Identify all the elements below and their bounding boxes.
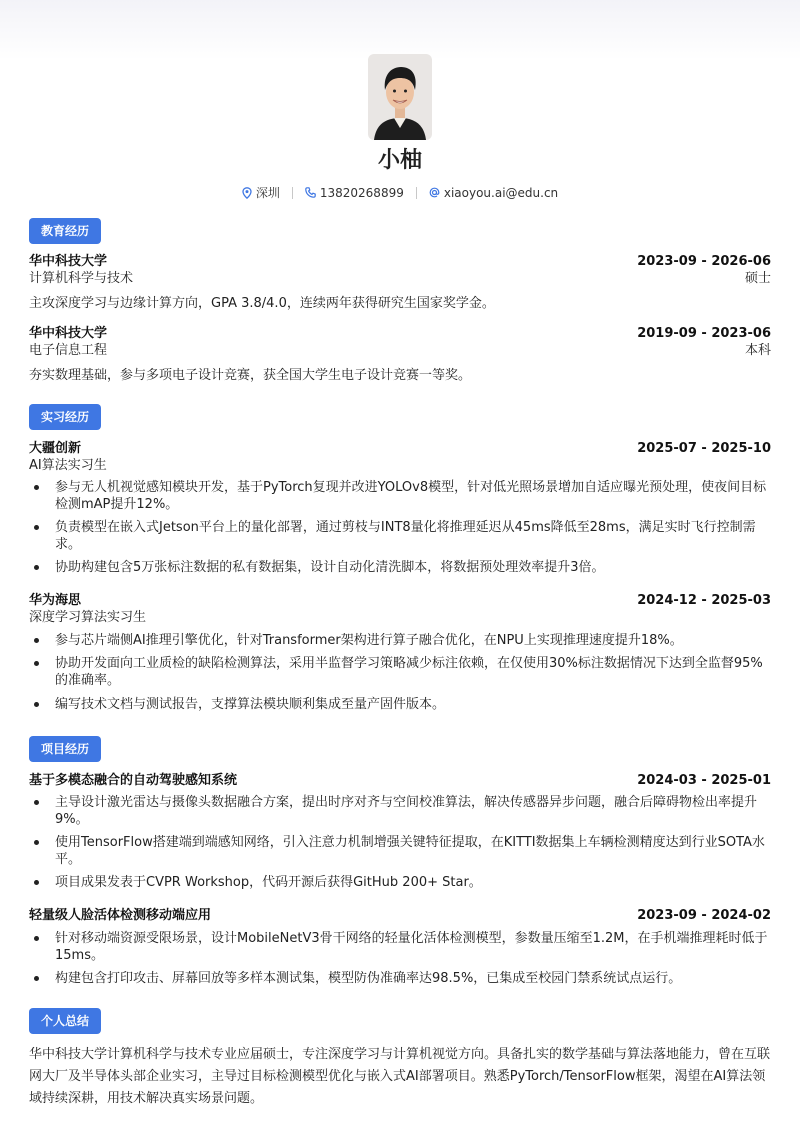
project-title: 基于多模态融合的自动驾驶感知系统 [29,773,238,788]
bullet-text: 针对移动端资源受限场景，设计MobileNetV3骨干网络的轻量化活体检测模型，参数量压缩至1.2M，在手机端推理耗时低于15ms。 [55,931,768,963]
section-tag-summary: 个人总结 [29,1008,101,1034]
company-name: 华为海思 [29,593,82,608]
section-tag-internship: 实习经历 [29,404,101,430]
degree-text: 硕士 [744,271,771,286]
bullet-text: 参与无人机视觉感知模块开发，基于PyTorch复现并改进YOLOv8模型，针对低光照场景增加自适应曝光预处理，使夜间目标检测mAP提升12%。 [55,480,767,512]
major-name: 电子信息工程 [29,343,108,358]
internship-period: 2024-12 - 2025-03 [637,593,771,608]
internship-role-row [29,457,771,475]
project-entry-header [29,772,771,790]
bullet-text: 负责模型在嵌入式Jetson平台上的量化部署，通过剪枝与INT8量化将推理延迟从45ms降低至28ms，满足实时飞行控制需求。 [55,520,756,552]
bullet-text: 编写技术文档与测试报告，支撑算法模块顺利集成至量产固件版本。 [55,697,446,712]
education-entry-sub [29,270,771,288]
school-name: 华中科技大学 [29,326,108,341]
bullet-text: 协助开发面向工业质检的缺陷检测算法，采用半监督学习策略减少标注依赖，在仅使用30%标注数据情况下达到全监督95%的准确率。 [55,656,763,688]
bullet-dot [34,525,39,530]
role-name: AI算法实习生 [29,458,107,473]
education-period: 2023-09 - 2026-06 [637,254,771,269]
bullet-dot [34,976,39,981]
internship-entry-header [29,440,771,458]
city-text: 深圳 [255,186,280,200]
project-period: 2024-03 - 2025-01 [637,773,771,788]
phone-text: 13820268899 [319,185,404,200]
summary-text: 华中科技大学计算机科学与技术专业应届硕士，专注深度学习与计算机视觉方向。具备扎实的数学基础与算法落地能力，曾在互联网大厂及半导体头部企业实习，主导过目标检测模型优化与嵌入式AI部署项目。熟悉PyTorch/TensorFlow框架，渴望在AI算法领域持续深耕，用技术解决真实场景问题。 [29,1047,771,1106]
project-entry-header [29,907,771,925]
list-item [29,519,771,553]
contact-divider [292,187,293,199]
list-item [29,632,771,649]
bullet-dot [34,800,39,805]
bullet-text: 协助构建包含5万张标注数据的私有数据集，设计自动化清洗脚本，将数据预处理效率提升3倍。 [55,560,605,575]
education-description: 夯实数理基础，参与多项电子设计竞赛，获全国大学生电子设计竞赛一等奖。 [29,368,472,383]
bullet-dot [34,638,39,643]
bullet-text: 参与芯片端侧AI推理引擎优化，针对Transformer架构进行算子融合优化，在NPU上实现推理速度提升18%。 [55,633,683,648]
phone-icon [305,187,316,198]
candidate-name: 小柚 [377,148,422,173]
contact-location [242,184,280,201]
bullet-text: 构建包含打印攻击、屏幕回放等多样本测试集，模型防伪准确率达98.5%，已集成至校园门禁系统试点运行。 [55,971,682,986]
company-name: 大疆创新 [29,441,82,456]
education-entry-sub [29,342,771,360]
list-item [29,559,771,576]
header-background [0,0,800,60]
project-period: 2023-09 - 2024-02 [637,908,771,923]
education-period: 2019-09 - 2023-06 [637,326,771,341]
education-entry-header [29,325,771,343]
list-item [29,834,771,868]
degree-text: 本科 [744,343,771,358]
bullet-dot [34,936,39,941]
bullet-text: 项目成果发表于CVPR Workshop，代码开源后获得GitHub 200+ Star。 [55,875,482,890]
location-icon [242,187,252,199]
internship-period: 2025-07 - 2025-10 [637,441,771,456]
section-tag-education: 教育经历 [29,218,101,244]
list-item [29,479,771,513]
school-name: 华中科技大学 [29,254,108,269]
bullet-text: 使用TensorFlow搭建端到端感知网络，引入注意力机制增强关键特征提取，在KITTI数据集上车辆检测精度达到行业SOTA水平。 [55,835,765,867]
bullet-dot [34,840,39,845]
bullet-dot [34,880,39,885]
major-name: 计算机科学与技术 [29,271,134,286]
email-icon [429,187,440,198]
project-title: 轻量级人脸活体检测移动端应用 [29,908,212,923]
bullet-dot [34,485,39,490]
contact-email [429,186,558,200]
list-item [29,794,771,828]
email-text: xiaoyou.ai@edu.cn [443,185,559,200]
list-item [29,696,771,713]
internship-role-row [29,609,771,627]
list-item [29,970,771,987]
list-item [29,930,771,964]
bullet-text: 主导设计激光雷达与摄像头数据融合方案，提出时序对齐与空间校准算法，解决传感器异步问题，融合后障碍物检出率提升9%。 [55,795,758,827]
list-item [29,874,771,891]
contact-divider [416,187,417,199]
avatar-illustration [368,54,432,140]
section-tag-projects: 项目经历 [29,736,101,762]
internship-entry-header [29,592,771,610]
contact-bar [0,184,800,201]
bullet-dot [34,702,39,707]
profile-photo [368,54,432,140]
education-description: 主攻深度学习与边缘计算方向，GPA 3.8/4.0，连续两年获得研究生国家奖学金。 [29,296,495,311]
bullet-dot [34,661,39,666]
contact-phone [305,186,404,200]
list-item [29,655,771,689]
education-entry-header [29,253,771,271]
role-name: 深度学习算法实习生 [29,610,147,625]
bullet-dot [34,565,39,570]
